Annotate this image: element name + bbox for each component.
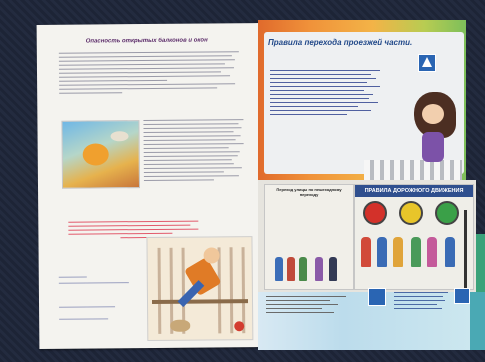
balcony-bars — [147, 237, 251, 238]
zebra-crossing — [364, 160, 462, 182]
side-text — [143, 119, 244, 184]
bottom-rules-text — [394, 292, 448, 312]
traffic-light-pole — [464, 210, 467, 290]
yellow-light-icon — [399, 201, 423, 225]
crossing-panel-title: Переход улицы по пешеходному переходу — [276, 187, 342, 197]
crosswalk-sign-icon — [454, 288, 470, 304]
balcony-railing — [152, 299, 248, 304]
ball — [234, 321, 244, 331]
girl-face — [422, 104, 444, 124]
right-poster — [258, 20, 476, 350]
traffic-rules-panel — [354, 184, 474, 290]
girl-figure — [422, 132, 444, 162]
illustration-child-window — [61, 120, 140, 189]
pedestrian-crossing-sign-icon — [418, 54, 436, 72]
flower-illustration — [83, 143, 109, 165]
traffic-rules-header: ПРАВИЛА ДОРОЖНОГО ДВИЖЕНИЯ — [355, 185, 473, 197]
illustration-boy-balcony — [146, 236, 253, 341]
left-poster-title: Опасность открытых балконов и окон — [85, 37, 208, 45]
dog-figure — [170, 320, 190, 332]
left-poster — [37, 23, 262, 349]
green-light-icon — [435, 201, 459, 225]
crossing-rules-text — [270, 70, 380, 118]
bottom-small-text — [266, 296, 346, 316]
intro-text — [59, 51, 239, 97]
boy-head — [204, 247, 220, 263]
pedestrian-sign-icon — [368, 288, 386, 306]
bird-illustration — [111, 131, 129, 141]
crossing-panel — [264, 184, 354, 290]
bottom-text — [59, 276, 129, 325]
right-poster-title: Правила перехода проезжей части. — [268, 38, 413, 47]
red-light-icon — [363, 201, 387, 225]
